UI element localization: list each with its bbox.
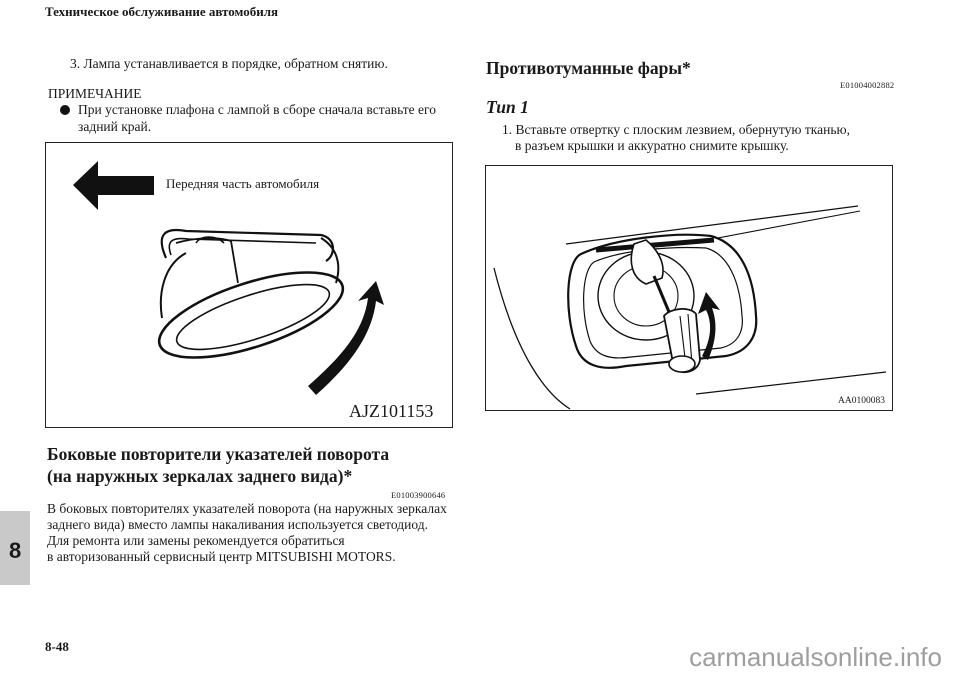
running-header: Техническое обслуживание автомобиля <box>45 4 279 19</box>
section-title-line1: Боковые повторители указателей поворота <box>47 444 390 464</box>
bullet-icon <box>60 105 70 115</box>
fog-lights-code: E01004002882 <box>840 80 895 90</box>
paragraph-line4: в авторизованный сервисный центр MITSUBISHI MOTORS. <box>47 549 396 564</box>
paragraph-line1: В боковых повторителях указателей поворота (на наружных зеркалах <box>47 501 447 516</box>
fog-lights-title: Противотуманные фары* <box>486 58 691 78</box>
note-text-line1: При установке плафона с лампой в сборе сначала вставьте его <box>78 102 436 117</box>
section-code: E01003900646 <box>391 490 446 500</box>
step-1-line2: в разъем крышки и аккуратно снимите крышку. <box>515 138 789 153</box>
front-arrow-icon <box>73 161 154 210</box>
step-3-text: 3. Лампа устанавливается в порядке, обратном снятию. <box>70 56 388 71</box>
fog-light-illustration <box>486 166 892 410</box>
note-label: ПРИМЕЧАНИЕ <box>48 86 142 101</box>
figure2-code: AA0100083 <box>838 396 885 406</box>
note-item <box>60 101 436 118</box>
chapter-number: 8 <box>9 538 22 563</box>
page-number: 8-48 <box>45 639 69 654</box>
figure1-caption: Передняя часть автомобиля <box>166 176 320 191</box>
paragraph-line3: Для ремонта или замены рекомендуется обратиться <box>47 533 345 548</box>
watermark: carmanualsonline.info <box>689 642 942 672</box>
type-subtitle: Тип 1 <box>486 97 529 117</box>
section-title-line2: (на наружных зеркалах заднего вида)* <box>47 466 353 486</box>
paragraph-line2: заднего вида) вместо лампы накаливания используется светодиод. <box>47 517 428 532</box>
step-1-line1: 1. Вставьте отвертку с плоским лезвием, обернутую тканью, <box>502 122 850 137</box>
note-text-line2: задний край. <box>78 119 152 134</box>
chapter-tab <box>0 511 30 585</box>
figure-lamp-removal <box>45 142 453 428</box>
figure1-code: AJZ101153 <box>349 401 434 421</box>
figure-fog-light-cover <box>485 165 893 411</box>
